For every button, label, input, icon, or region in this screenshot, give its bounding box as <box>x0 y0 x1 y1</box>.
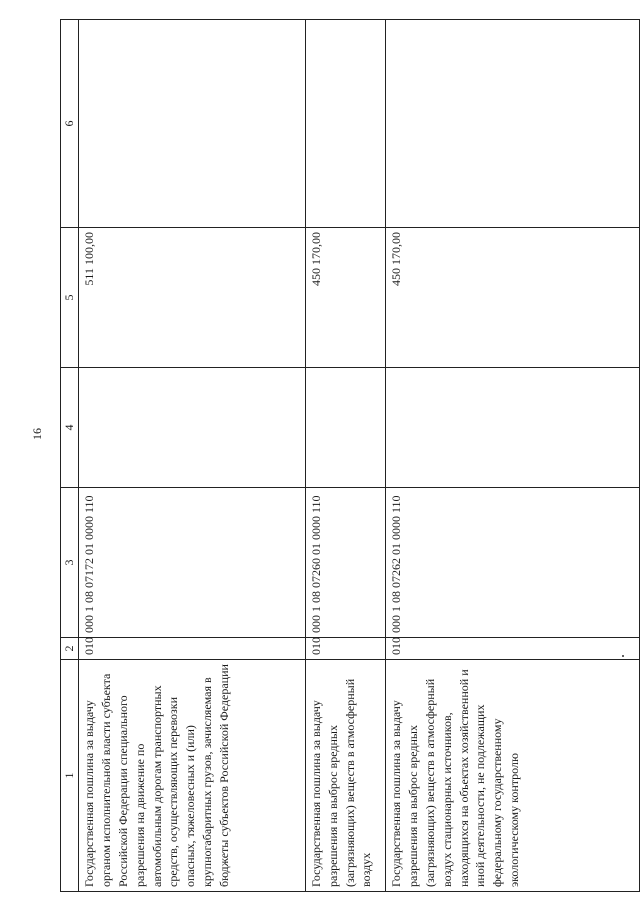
table-row <box>306 20 386 892</box>
header-col-2: 2 <box>61 638 79 660</box>
budget-table <box>60 19 640 892</box>
table-row <box>79 20 306 892</box>
row-name: Государственная пошлина за выдачу разрешения на выброс вредных (загрязняющих) веществ в атмосферный воздух стационарных источников, находящихся на объектах хозяйственной и иной деятельности, не подлежащих федеральному государственному экологическому контролю <box>386 660 640 892</box>
row-col6 <box>79 20 306 228</box>
row-col4 <box>79 368 306 488</box>
row-col4 <box>386 368 640 488</box>
header-col-1: 1 <box>61 660 79 892</box>
row-col6 <box>306 20 386 228</box>
row-amount: 450 170,00 <box>386 228 640 368</box>
table-row <box>386 20 640 892</box>
header-col-3: 3 <box>61 488 79 638</box>
row-code: 010 <box>386 638 640 660</box>
header-row <box>61 20 79 892</box>
row-kbk: 000 1 08 07260 01 0000 110 <box>306 488 386 638</box>
header-col-4: 4 <box>61 368 79 488</box>
row-col6 <box>386 20 640 228</box>
row-amount: 450 170,00 <box>306 228 386 368</box>
header-col-5: 5 <box>61 228 79 368</box>
row-col4 <box>306 368 386 488</box>
header-col-6: 6 <box>61 20 79 228</box>
row-code: 010 <box>306 638 386 660</box>
rotated-table-container <box>60 20 640 892</box>
row-name: Государственная пошлина за выдачу органом исполнительной власти субъекта Российской Федерации специального разрешения на движение по автомобильным дорогам транспортных средств, осуществляющих перевозки опасных, тяжеловесных и (или) крупногабаритных грузов, зачисляемая в бюджеты субъектов Российской Федерации <box>79 660 306 892</box>
row-kbk: 000 1 08 07262 01 0000 110 <box>386 488 640 638</box>
row-name: Государственная пошлина за выдачу разрешения на выброс вредных (загрязняющих) веществ в атмосферный воздух <box>306 660 386 892</box>
row-code: 010 <box>79 638 306 660</box>
row-amount: 511 100,00 <box>79 228 306 368</box>
page-number: 16 <box>30 428 44 440</box>
row-kbk: 000 1 08 07172 01 0000 110 <box>79 488 306 638</box>
